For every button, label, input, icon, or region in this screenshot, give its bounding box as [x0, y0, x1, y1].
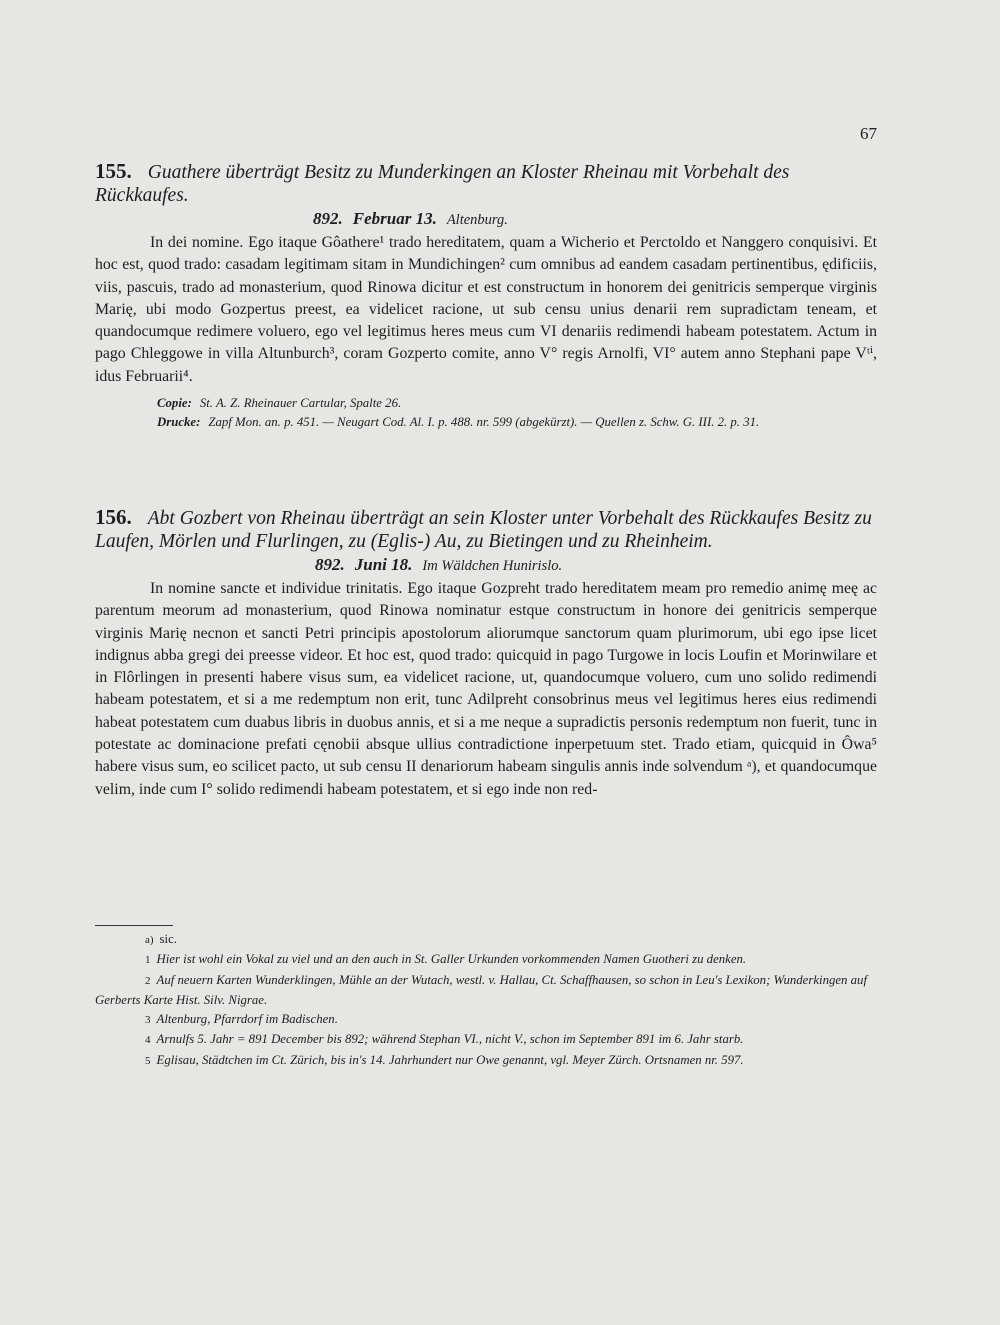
- charter-dateline: [315, 553, 877, 578]
- footnote-text: Hier ist wohl ein Vokal zu viel und an den auch in St. Galler Urkunden vorkommenden Namen Guotheri zu denken.: [156, 952, 747, 967]
- footnote-mark: a): [145, 934, 154, 946]
- charter-number: 155.: [95, 159, 132, 183]
- footnote-text: Altenburg, Pfarrdorf im Badischen.: [156, 1012, 338, 1027]
- print-label: Drucke:: [157, 415, 201, 430]
- footnote-3: [95, 1010, 877, 1030]
- footnote-2: [95, 971, 877, 1011]
- charter-number: 156.: [95, 505, 132, 529]
- charter-place: Im Wäldchen Hunirislo.: [422, 558, 563, 574]
- charter-text: In nomine sancte et individue trinitatis. Ego itaque Gozpreht trado hereditatem meam pro remedio animę meę ac parentum meorum ad monasterium, quod Rinowa nominatur estque constructum in honore dei genitricis semperque virginis Marię necnon et sancti Petri principis apostolorum aliorumque sanctorum quam plurimorum, ubi ego ipse licet indignus abba gregi dei preesse videor. Et hoc est, quod trado: quicquid in pago Turgowe in locis Loufin et Morinwilare et in Flôrlingen in presenti habere visus sum, ea videlicet racione, ut, quandocumque voluero, cum uno solido redimendi habeam potestatem, et si a me redemptum non erit, tunc Adilpreht consobrinus meus vel legitimus heres eius redimendi habeat potestatem cum duabus libris in duobus annis, et si a me neque a supradictis personis redemptum non fuerit, tunc in potestate ac dominacione prefati cęnobii absque ullius contradictione inperpetuum stet. Trado etiam, quicquid in Ôwa⁵ habere visus sum, eo scilicet pacto, ut sub censu II denariorum habeam singulis annis inde solvendum ᵃ), et quandocumque velim, inde cum I° solido redimendi habeam potestatem, et si ego inde non red-: [95, 580, 877, 798]
- footnote-text: Arnulfs 5. Jahr = 891 December bis 892; während Stephan VI., nicht V., schon im September 891 im 6. Jahr starb.: [156, 1032, 744, 1047]
- charter-heading: [95, 506, 877, 553]
- footnote-1: [95, 950, 877, 970]
- charter-155: [95, 160, 877, 432]
- footnote-text: Auf neuern Karten Wunderklingen, Mühle an der Wutach, westl. v. Hallau, Ct. Schaffhausen, so schon in Leu's Lexikon; Wunderkingen auf Gerberts Karte Hist. Silv. Nigrae.: [95, 972, 867, 1007]
- footnote-text: Eglisau, Städtchen im Ct. Zürich, bis in's 14. Jahrhundert nur Owe genannt, vgl. Meyer Zürch. Ortsnamen nr. 597.: [156, 1052, 744, 1067]
- copy-text: St. A. Z. Rheinauer Cartular, Spalte 26.: [199, 396, 402, 411]
- footnotes: [95, 925, 877, 1071]
- footnote-mark: 3: [145, 1014, 151, 1027]
- charter-year: 892.: [315, 555, 345, 574]
- print-sources: [95, 413, 877, 432]
- page-number: 67: [860, 124, 877, 143]
- copy-source: [95, 394, 877, 413]
- charter-heading: [95, 160, 877, 207]
- footnote-5: [95, 1051, 877, 1071]
- charter-year: 892.: [313, 209, 343, 228]
- charter-dateline: [313, 207, 877, 232]
- charter-title: Guathere überträgt Besitz zu Munderkingen an Kloster Rheinau mit Vorbehalt des Rückkaufes.: [95, 162, 790, 206]
- footnote-4: [95, 1030, 877, 1050]
- copy-label: Copie:: [157, 396, 192, 411]
- charter-day: Juni 18.: [354, 555, 413, 574]
- charter-title: Abt Gozbert von Rheinau überträgt an sein Kloster unter Vorbehalt des Rückkaufes Besitz zu Laufen, Mörlen und Flurlingen, zu (Eglis-) Au, zu Bietingen und zu Rheinheim.: [95, 508, 872, 552]
- print-text: Zapf Mon. an. p. 451. — Neugart Cod. Al. I. p. 488. nr. 599 (abgekürzt). — Quellen z. Schw. G. III. 2. p. 31.: [208, 415, 760, 430]
- charter-156: [95, 506, 877, 801]
- footnote-rule: [95, 925, 173, 926]
- charter-day: Februar 13.: [352, 209, 437, 228]
- charter-place: Altenburg.: [446, 212, 508, 228]
- charter-text: In dei nomine. Ego itaque Gôathere¹ trado hereditatem, quam a Wicherio et Perctoldo et Nanggero conquisivi. Et hoc est, quod trado: casadam legitimam sitam in Mundichingen² cum omnibus ad eandem casadam pertinentibus, ędificiis, viis, pascuis, trado ad monasterium, quod Rinowa dicitur et est constructum in honorem dei genitricis semperque virginis Marię, ubi modo Gozpertus preest, ea videlicet racione, ut sub censu unius denarii rem supradictam teneam, et quandocumque redimere voluero, ego vel legitimus heres meus cum VI denariis redimendi habeam potestatem. Actum in pago Chleggowe in villa Altunburch³, coram Gozperto comite, anno V° regis Arnolfi, VI° autem anno Stephani pape Vᵗⁱ, idus Februarii⁴.: [95, 234, 877, 385]
- footnote-a: [95, 930, 877, 950]
- charter-sources: [95, 394, 877, 432]
- footnote-text: sic.: [159, 932, 177, 946]
- footnote-mark: 4: [145, 1034, 151, 1047]
- footnote-mark: 1: [145, 954, 151, 967]
- footnote-mark: 2: [145, 974, 151, 987]
- footnote-mark: 5: [145, 1054, 151, 1067]
